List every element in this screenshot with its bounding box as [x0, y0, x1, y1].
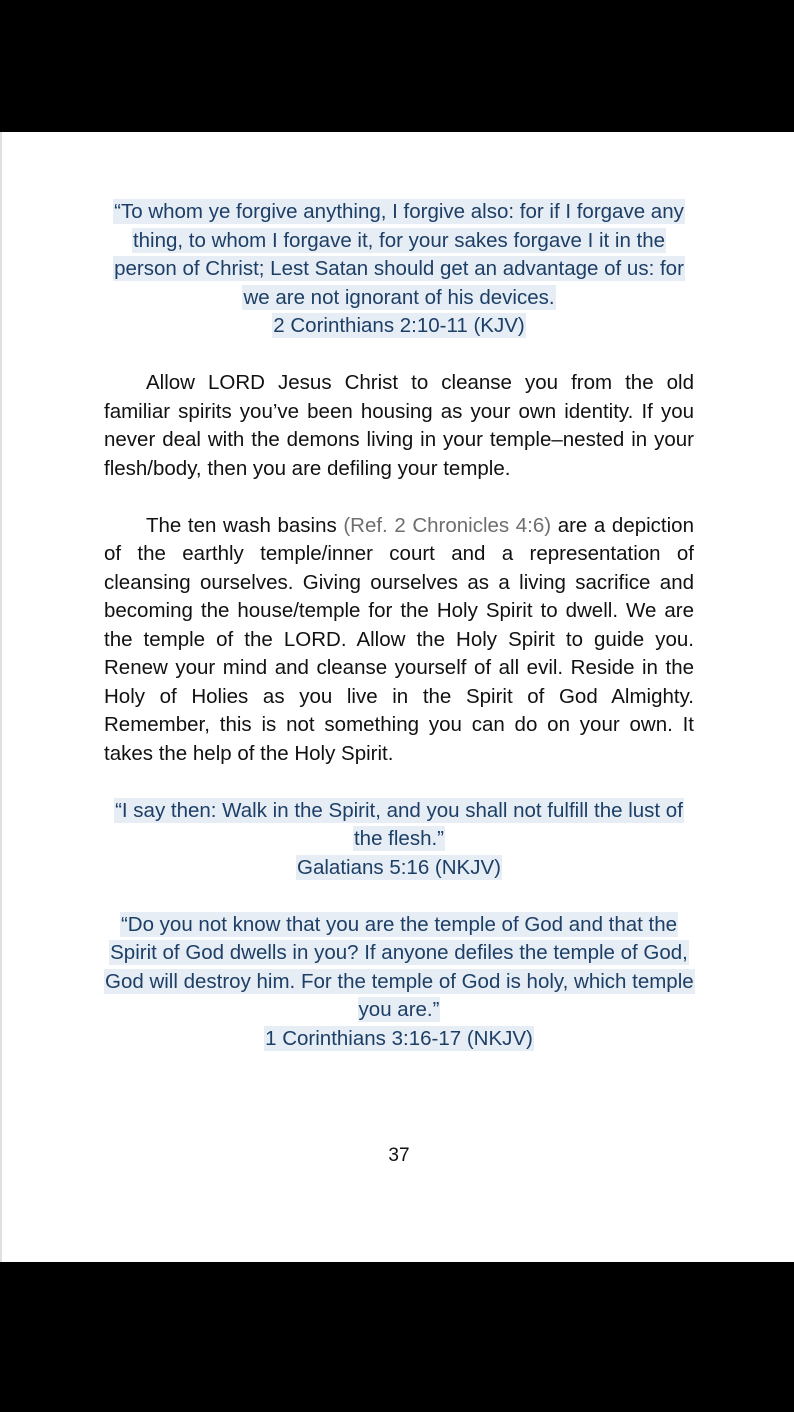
spacer — [104, 882, 694, 911]
spacer — [104, 483, 694, 512]
spacer — [104, 341, 694, 370]
page-content — [104, 198, 694, 1053]
document-page — [0, 132, 794, 1262]
paragraph-cleanse: Allow LORD Jesus Christ to cleanse you from the old familiar spirits you’ve been housing as your own identity. If you never deal with the demons living in your temple–nested in your flesh/body, then you are defiling your temple. — [104, 371, 694, 480]
paragraph-wash-basins — [104, 512, 694, 769]
top-letterbox — [0, 0, 794, 132]
quote-3-reference: 1 Corinthians 3:16-17 (NKJV) — [265, 1026, 533, 1050]
scripture-quote-1 — [104, 198, 694, 341]
quote-2-text: “I say then: Walk in the Spirit, and you shall not fulfill the lust of the flesh.” — [115, 798, 683, 850]
quote-2-reference: Galatians 5:16 (NKJV) — [297, 855, 501, 879]
quote-1-text: “To whom ye forgive anything, I forgive also: for if I forgave any thing, to whom I forgave it, for your sakes forgave I it in the person of Christ; Lest Satan should get an advantage of us: for we are not ignorant of his devices. — [114, 200, 684, 309]
quote-3-text: “Do you not know that you are the temple of God and that the Spirit of God dwells in you? If anyone defiles the temple of God, God will destroy him. For the temple of God is holy, which temple you are.” — [105, 912, 694, 1021]
paragraph-2-start: The ten wash basins — [146, 513, 344, 537]
page-number: 37 — [388, 1145, 410, 1166]
bottom-letterbox — [0, 1262, 794, 1412]
inline-reference: (Ref. 2 Chronicles 4:6) — [343, 513, 552, 537]
scripture-quote-2 — [104, 797, 694, 883]
paragraph-2-rest: are a depiction of the earthly temple/inner court and a representation of cleansing ourselves. Giving ourselves as a living sacrifice and becoming the house/temple for the Holy Spirit to dwell. We are the temple of the LORD. Allow the Holy Spirit to guide you. Renew your mind and cleanse yourself of all evil. Reside in the Holy of Holies as you live in the Spirit of God Almighty. Remember, this is not something you can do on your own. It takes the help of the Holy Spirit. — [104, 513, 694, 765]
scripture-quote-3 — [104, 911, 694, 1054]
spacer — [104, 768, 694, 797]
quote-1-reference: 2 Corinthians 2:10-11 (KJV) — [273, 314, 525, 337]
